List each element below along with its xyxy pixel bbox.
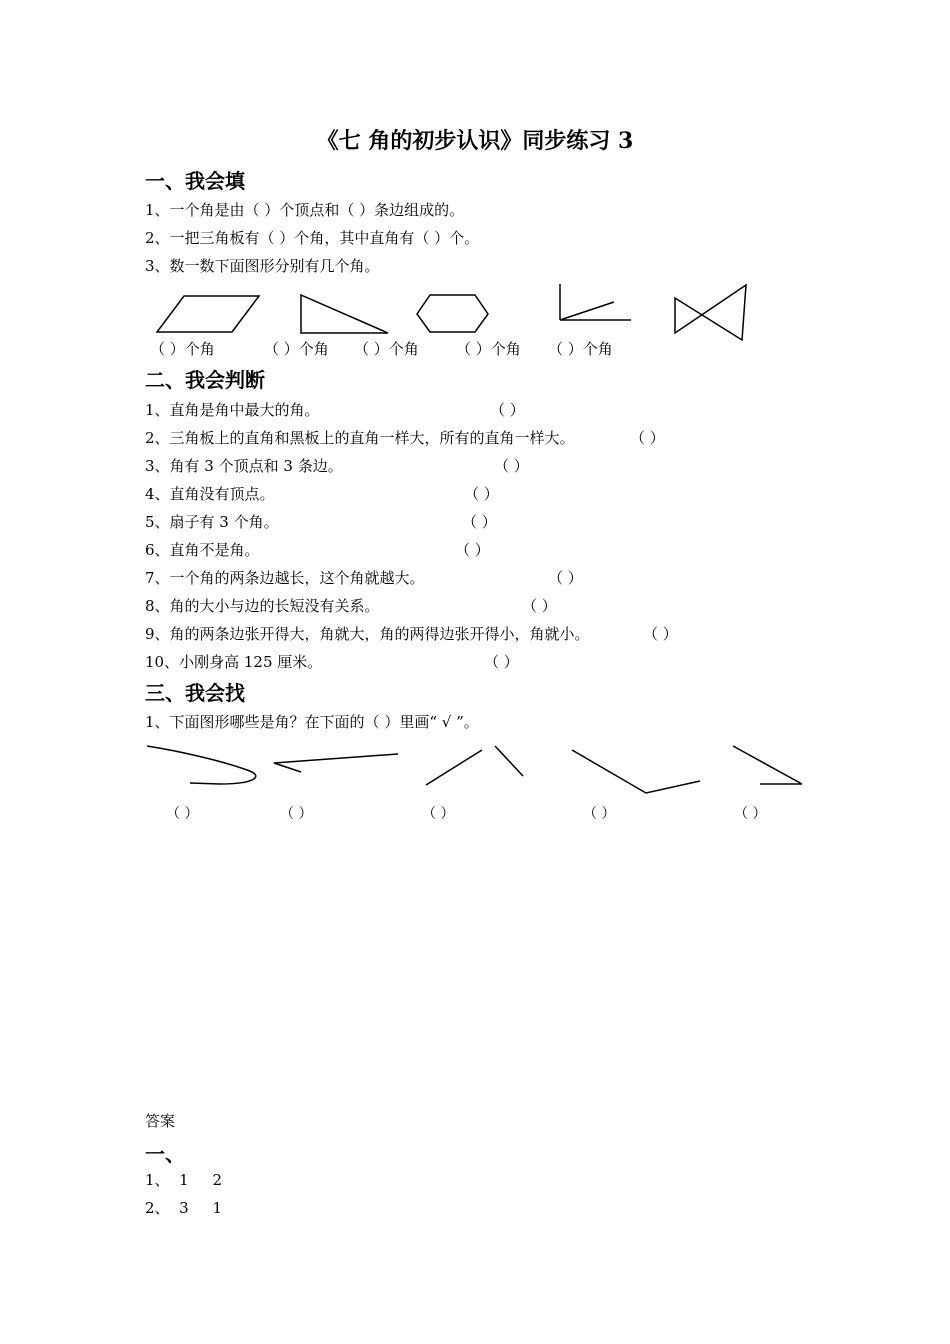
judge-answer-9: （ ） bbox=[643, 625, 678, 643]
judge-item-1: 1、直角是角中最大的角。 bbox=[145, 401, 320, 419]
judge-answer-2: （ ） bbox=[630, 429, 665, 447]
judge-answer-1: （ ） bbox=[490, 401, 525, 419]
figure-paren-3: （ ） bbox=[422, 806, 455, 822]
figure-paren-4: （ ） bbox=[583, 806, 616, 822]
bent-line-figure bbox=[274, 754, 398, 772]
judge-answer-7: （ ） bbox=[548, 569, 583, 587]
parallelogram-shape bbox=[157, 296, 259, 332]
shape-label-1: （ ）个角 bbox=[150, 340, 215, 358]
shape-label-3: （ ）个角 bbox=[354, 340, 419, 358]
fill-question-3: 3、数一数下面图形分别有几个角。 bbox=[145, 257, 380, 275]
separated-lines-figure bbox=[426, 746, 523, 785]
shape-label-5: （ ）个角 bbox=[548, 340, 613, 358]
judge-item-3: 3、角有 3 个顶点和 3 条边。 bbox=[145, 457, 343, 475]
judge-item-10: 10、小刚身高 125 厘米。 bbox=[145, 653, 323, 671]
judge-answer-3: （ ） bbox=[494, 457, 529, 475]
fill-question-2: 2、一把三角板有（ ）个角，其中直角有（ ）个。 bbox=[145, 229, 480, 247]
page-title: 《七 角的初步认识》同步练习 3 bbox=[316, 128, 634, 154]
judge-item-7: 7、一个角的两条边越长，这个角就越大。 bbox=[145, 569, 425, 587]
figure-paren-1: （ ） bbox=[166, 806, 199, 822]
figure-paren-2: （ ） bbox=[280, 806, 313, 822]
angle-shape bbox=[560, 284, 631, 320]
judge-answer-5: （ ） bbox=[462, 513, 497, 531]
judge-item-4: 4、直角没有顶点。 bbox=[145, 485, 275, 503]
fill-question-1: 1、一个角是由（ ）个顶点和（ ）条边组成的。 bbox=[145, 201, 465, 219]
judge-item-5: 5、扇子有 3 个角。 bbox=[145, 513, 279, 531]
section-3-heading: 三、我会找 bbox=[145, 681, 245, 705]
right-triangle-shape bbox=[301, 295, 388, 333]
curved-figure bbox=[147, 746, 256, 784]
bowtie-shape bbox=[675, 285, 746, 340]
judge-item-6: 6、直角不是角。 bbox=[145, 541, 260, 559]
acute-angle-figure bbox=[733, 746, 802, 784]
answer-2: 2、 3 1 bbox=[145, 1199, 223, 1217]
answer-1: 1、 1 2 bbox=[145, 1171, 223, 1189]
hexagon-shape bbox=[417, 295, 488, 332]
judge-answer-8: （ ） bbox=[522, 597, 557, 615]
answers-label: 答案 bbox=[145, 1112, 176, 1130]
figure-paren-5: （ ） bbox=[734, 806, 767, 822]
find-question-1: 1、下面图形哪些是角？在下面的（ ）里画“ √ ”。 bbox=[145, 713, 479, 731]
section-1-heading: 一、我会填 bbox=[145, 169, 245, 193]
judge-answer-10: （ ） bbox=[484, 653, 519, 671]
section-2-heading: 二、我会判断 bbox=[145, 368, 265, 392]
answers-heading: 一、 bbox=[145, 1142, 185, 1166]
shape-label-2: （ ）个角 bbox=[264, 340, 329, 358]
shape-label-4: （ ）个角 bbox=[456, 340, 521, 358]
judge-item-2: 2、三角板上的直角和黑板上的直角一样大，所有的直角一样大。 bbox=[145, 429, 575, 447]
judge-answer-6: （ ） bbox=[455, 541, 490, 559]
obtuse-angle-figure bbox=[572, 750, 700, 793]
judge-answer-4: （ ） bbox=[464, 485, 499, 503]
judge-item-8: 8、角的大小与边的长短没有关系。 bbox=[145, 597, 380, 615]
judge-item-9: 9、角的两条边张开得大，角就大，角的两得边张开得小，角就小。 bbox=[145, 625, 590, 643]
